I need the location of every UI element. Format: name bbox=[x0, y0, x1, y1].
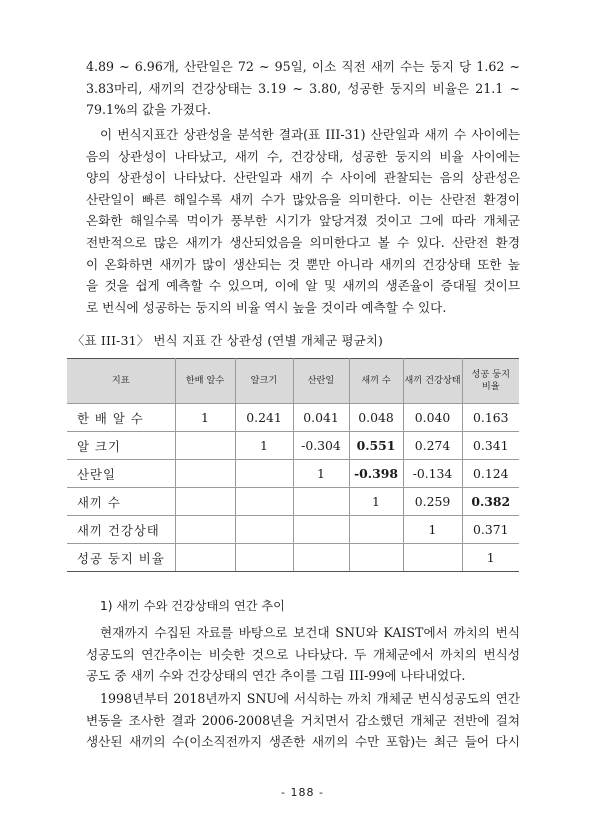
text-line: 음의 상관성이 나타났고, 새끼 수, 건강상태, 성공한 둥지의 비율 사이에는 bbox=[86, 148, 520, 164]
column-header: 산란일 bbox=[293, 359, 349, 404]
text-line: 이 온화하면 새끼가 많이 생산되는 것 뿐만 아니라 새끼의 건강상태 또한 높 bbox=[86, 256, 520, 272]
table-cell bbox=[235, 516, 293, 544]
table-cell: 0.241 bbox=[235, 404, 293, 432]
table-cell: 0.371 bbox=[462, 516, 519, 544]
table-row bbox=[67, 432, 519, 460]
table-cell: 0.124 bbox=[462, 460, 519, 488]
table-cell bbox=[293, 516, 349, 544]
table-cell bbox=[349, 516, 403, 544]
correlation-table bbox=[67, 358, 519, 572]
table-cell: -0.398 bbox=[349, 460, 403, 488]
table-cell: 0.040 bbox=[403, 404, 462, 432]
table-cell: 0.041 bbox=[293, 404, 349, 432]
column-header: 새끼 건강상태 bbox=[403, 359, 462, 404]
table-row bbox=[67, 460, 519, 488]
table-caption: 〈표 III-31〉 번식 지표 간 상관성 (연별 개체군 평균치) bbox=[72, 333, 384, 348]
table-cell bbox=[293, 544, 349, 572]
text-line: 로 번식에 성공하는 둥지의 비율 역시 높을 것이라 예측할 수 있다. bbox=[86, 299, 447, 315]
text-line: 생산된 새끼의 수(이소직전까지 생존한 새끼의 수만 포함)는 최근 들어 다시 bbox=[86, 734, 520, 750]
table-cell: 0.259 bbox=[403, 488, 462, 516]
table-cell bbox=[403, 544, 462, 572]
table-header-row bbox=[67, 359, 519, 404]
column-header: 알크기 bbox=[235, 359, 293, 404]
row-label: 새끼 건강상태 bbox=[67, 516, 175, 544]
text-line: 전반적으로 많은 새끼가 생산되었음을 의미한다고 볼 수 있다. 산란전 환경 bbox=[86, 234, 520, 250]
table-cell: 0.274 bbox=[403, 432, 462, 460]
table-cell bbox=[293, 488, 349, 516]
table-cell: 1 bbox=[403, 516, 462, 544]
page-number: - 188 - bbox=[281, 786, 324, 799]
row-label: 성공 둥지 비율 bbox=[67, 544, 175, 572]
text-line: 79.1%의 값을 가졌다. bbox=[86, 102, 212, 118]
text-line: 양의 상관성이 나타났다. 산란일과 새끼 수 사이에 관찰되는 음의 상관성은 bbox=[86, 170, 520, 186]
paragraph-correlation-analysis bbox=[86, 124, 520, 318]
paragraph-annual-trend bbox=[86, 622, 520, 687]
text-line: 3.83마리, 새끼의 건강상태는 3.19 ~ 3.80, 성공한 둥지의 비율은 21.1 ~ bbox=[86, 80, 520, 96]
column-header: 한배 알수 bbox=[175, 359, 235, 404]
text-line: 성공도의 연간추이는 비슷한 것으로 나타났다. 두 개체군에서 까치의 번식성 bbox=[86, 646, 520, 662]
table-cell: 1 bbox=[349, 488, 403, 516]
table-cell: 1 bbox=[175, 404, 235, 432]
text-line: 공도 중 새끼 수와 건강상태의 연간 추이를 그림 III-99에 나타내었다. bbox=[86, 668, 466, 684]
table-cell: 0.551 bbox=[349, 432, 403, 460]
table-cell: 0.341 bbox=[462, 432, 519, 460]
row-label: 새끼 수 bbox=[67, 488, 175, 516]
paragraph-breeding-ranges bbox=[86, 56, 520, 121]
row-label: 알 크기 bbox=[67, 432, 175, 460]
text-line: 온화한 해일수록 먹이가 풍부한 시기가 앞당겨졌 것이고 그에 따라 개체군 bbox=[86, 213, 520, 229]
table-body bbox=[67, 404, 519, 572]
text-line: 을 것을 쉽게 예측할 수 있으며, 이에 알 및 새끼의 생존율이 증대될 것이므 bbox=[86, 278, 520, 294]
text-line: 변동을 조사한 결과 2006-2008년을 거치면서 감소했던 개체군 전반에 걸쳐 bbox=[86, 712, 520, 728]
table-row bbox=[67, 488, 519, 516]
table-cell bbox=[175, 544, 235, 572]
row-label: 산란일 bbox=[67, 460, 175, 488]
column-header: 새끼 수 bbox=[349, 359, 403, 404]
table-cell: 1 bbox=[235, 432, 293, 460]
section-subheading: 1) 새끼 수와 건강상태의 연간 추이 bbox=[100, 599, 285, 613]
text-line: 이 번식지표간 상관성을 분석한 결과(표 III-31) 산란일과 새끼 수 사이에는 bbox=[100, 127, 520, 142]
text-line: 산란일이 빠른 해일수록 새끼 수가 많았음을 의미한다. 이는 산란전 환경이 bbox=[86, 191, 520, 207]
table-cell: 0.048 bbox=[349, 404, 403, 432]
table-row bbox=[67, 404, 519, 432]
table-cell: 1 bbox=[462, 544, 519, 572]
table-cell: 0.163 bbox=[462, 404, 519, 432]
table-cell: -0.304 bbox=[293, 432, 349, 460]
row-label: 한 배 알 수 bbox=[67, 404, 175, 432]
table-row bbox=[67, 516, 519, 544]
table-cell bbox=[235, 460, 293, 488]
table-row bbox=[67, 544, 519, 572]
table-cell bbox=[175, 460, 235, 488]
table-cell: 1 bbox=[293, 460, 349, 488]
text-line: 4.89 ~ 6.96개, 산란일은 72 ~ 95일, 이소 직전 새끼 수는 둥지 당 1.62 ~ bbox=[86, 59, 520, 74]
table-cell bbox=[175, 516, 235, 544]
text-line: 현재까지 수집된 자료를 바탕으로 보건대 SNU와 KAIST에서 까치의 번식 bbox=[100, 625, 520, 640]
table-cell bbox=[349, 544, 403, 572]
table-cell bbox=[235, 544, 293, 572]
table-cell bbox=[235, 488, 293, 516]
table-cell: 0.382 bbox=[462, 488, 519, 516]
text-line: 1998년부터 2018년까지 SNU에 서식하는 까치 개체군 번식성공도의 연간 bbox=[100, 691, 520, 706]
paragraph-snu-variation bbox=[86, 688, 520, 753]
table-cell bbox=[175, 432, 235, 460]
table-cell bbox=[175, 488, 235, 516]
table-cell: -0.134 bbox=[403, 460, 462, 488]
column-header: 성공 둥지 비율 bbox=[462, 359, 519, 404]
column-header: 지표 bbox=[67, 359, 175, 404]
